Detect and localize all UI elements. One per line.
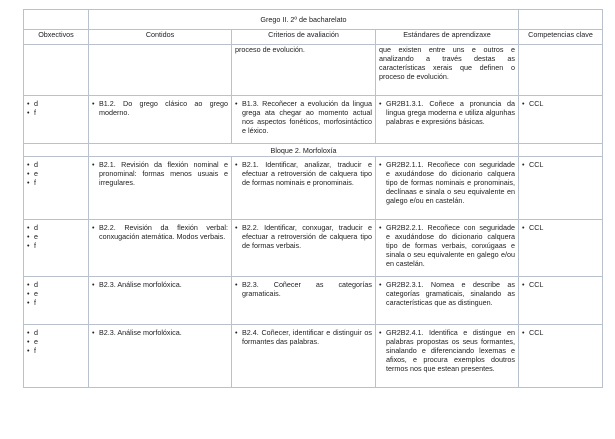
curriculum-table <box>23 9 603 388</box>
contido-cell <box>89 96 232 144</box>
contido-text: • B2.2. Revisión da flexión verbal: conxugación atemática. Modos verbais. <box>92 223 228 241</box>
criterio-text: • B2.3. Coñecer as categorías gramaticais. <box>235 280 372 298</box>
objective-item: • d <box>27 160 85 169</box>
obxectivos-cell <box>24 277 89 325</box>
competencia-text: • CCL <box>522 280 599 289</box>
objective-item: • e <box>27 169 85 178</box>
objective-item: • e <box>27 232 85 241</box>
obxectivos-cell <box>24 325 89 388</box>
competencia-cell <box>519 96 603 144</box>
contido-text: • B1.2. Do grego clásico ao grego moderno. <box>92 99 228 117</box>
continuation-row <box>24 45 603 96</box>
blank-cell <box>519 144 603 157</box>
competencia-text: • CCL <box>522 223 599 232</box>
table-row <box>24 325 603 388</box>
contido-text: • B2.3. Análise morfolóxica. <box>92 328 228 337</box>
obxectivos-cell <box>24 220 89 277</box>
table-row <box>24 220 603 277</box>
objective-item: • f <box>27 346 85 355</box>
block-title-row <box>24 144 603 157</box>
objective-item: • d <box>27 280 85 289</box>
blank-corner-cell <box>24 10 89 30</box>
criterio-text: • B2.1. Identificar, analizar, traducir e efectuar a retroversión de calquera tipo de formas nominais e pronominais. <box>235 160 372 187</box>
competencia-text: • CCL <box>522 328 599 337</box>
obxectivos-cell <box>24 45 89 96</box>
objective-item: • f <box>27 241 85 250</box>
criterio-cell <box>232 220 376 277</box>
objective-item: • e <box>27 337 85 346</box>
table-row <box>24 96 603 144</box>
header-estandares: Estándares de aprendizaxe <box>376 30 519 45</box>
criterio-cell <box>232 277 376 325</box>
estandar-cell: que existen entre uns e outros e analizando a través destas as características xerais que definen o proceso de evolución. <box>376 45 519 96</box>
objective-item: • d <box>27 223 85 232</box>
criterio-cell <box>232 96 376 144</box>
estandar-text: • GR2B2.4.1. Identifica e distingue en palabras propostas os seus formantes, sinalando e diferenciando lexemas e afixos, e procura exemplos doutros termos nos que estean presentes. <box>379 328 515 373</box>
estandar-cell <box>376 325 519 388</box>
estandar-cell <box>376 157 519 220</box>
contido-cell <box>89 325 232 388</box>
criterio-cell <box>232 325 376 388</box>
obxectivos-cell <box>24 157 89 220</box>
objective-item: • e <box>27 289 85 298</box>
header-competencias: Competencias clave <box>519 30 603 45</box>
contido-cell <box>89 277 232 325</box>
contido-cell <box>89 220 232 277</box>
blank-corner-cell <box>519 10 603 30</box>
table-row <box>24 157 603 220</box>
header-criterios: Criterios de avaliación <box>232 30 376 45</box>
criterio-text: • B1.3. Recoñecer a evolución da lingua grega ata chegar ao momento actual nos aspectos fonéticos, morfosintáctico e léxico. <box>235 99 372 135</box>
competencia-cell <box>519 45 603 96</box>
objective-item: • f <box>27 298 85 307</box>
estandar-text: • GR2B2.2.1. Recoñece con seguridade e axudándose do dicionario calquera tipo de formas verbais, conxúgaas e sinala o seu equivalente en galego e/ou en castelán. <box>379 223 515 268</box>
competencia-text: • CCL <box>522 160 599 169</box>
contido-cell <box>89 157 232 220</box>
table-title: Grego II. 2º de bacharelato <box>89 10 519 30</box>
objective-item: • d <box>27 328 85 337</box>
objective-item: • d <box>27 99 85 108</box>
criterio-text: • B2.2. Identificar, conxugar, traducir e efectuar a retroversión de calquera tipo de formas verbais. <box>235 223 372 250</box>
estandar-cell <box>376 277 519 325</box>
estandar-text: • GR2B2.1.1. Recoñece con seguridade e axudándose do dicionario calquera tipo de formas nominais e pronominais, declínaas e sinala o seu equivalente en galego e/ou en castelán. <box>379 160 515 205</box>
criterio-text: • B2.4. Coñecer, identificar e distinguir os formantes das palabras. <box>235 328 372 346</box>
estandar-text: • GR2B1.3.1. Coñece a pronuncia da lingua grega moderna e utiliza algunhas palabras e expresións básicas. <box>379 99 515 126</box>
criterio-cell <box>232 157 376 220</box>
competencia-text: • CCL <box>522 99 599 108</box>
competencia-cell <box>519 325 603 388</box>
table-row <box>24 277 603 325</box>
contido-text: • B2.1. Revisión da flexión nominal e pronominal: formas menos usuais e irregulares. <box>92 160 228 187</box>
criterio-cell: proceso de evolución. <box>232 45 376 96</box>
obxectivos-cell <box>24 96 89 144</box>
competencia-cell <box>519 157 603 220</box>
objective-item: • f <box>27 178 85 187</box>
estandar-text: • GR2B2.3.1. Nomea e describe as categorías gramaticais, sinalando as características que as distinguen. <box>379 280 515 307</box>
header-obxectivos: Obxectivos <box>24 30 89 45</box>
contido-cell <box>89 45 232 96</box>
blank-cell <box>24 144 89 157</box>
estandar-cell <box>376 220 519 277</box>
objective-item: • f <box>27 108 85 117</box>
competencia-cell <box>519 277 603 325</box>
contido-text: • B2.3. Análise morfolóxica. <box>92 280 228 289</box>
block-title: Bloque 2. Morfoloxía <box>89 144 519 157</box>
header-contidos: Contidos <box>89 30 232 45</box>
competencia-cell <box>519 220 603 277</box>
estandar-cell <box>376 96 519 144</box>
